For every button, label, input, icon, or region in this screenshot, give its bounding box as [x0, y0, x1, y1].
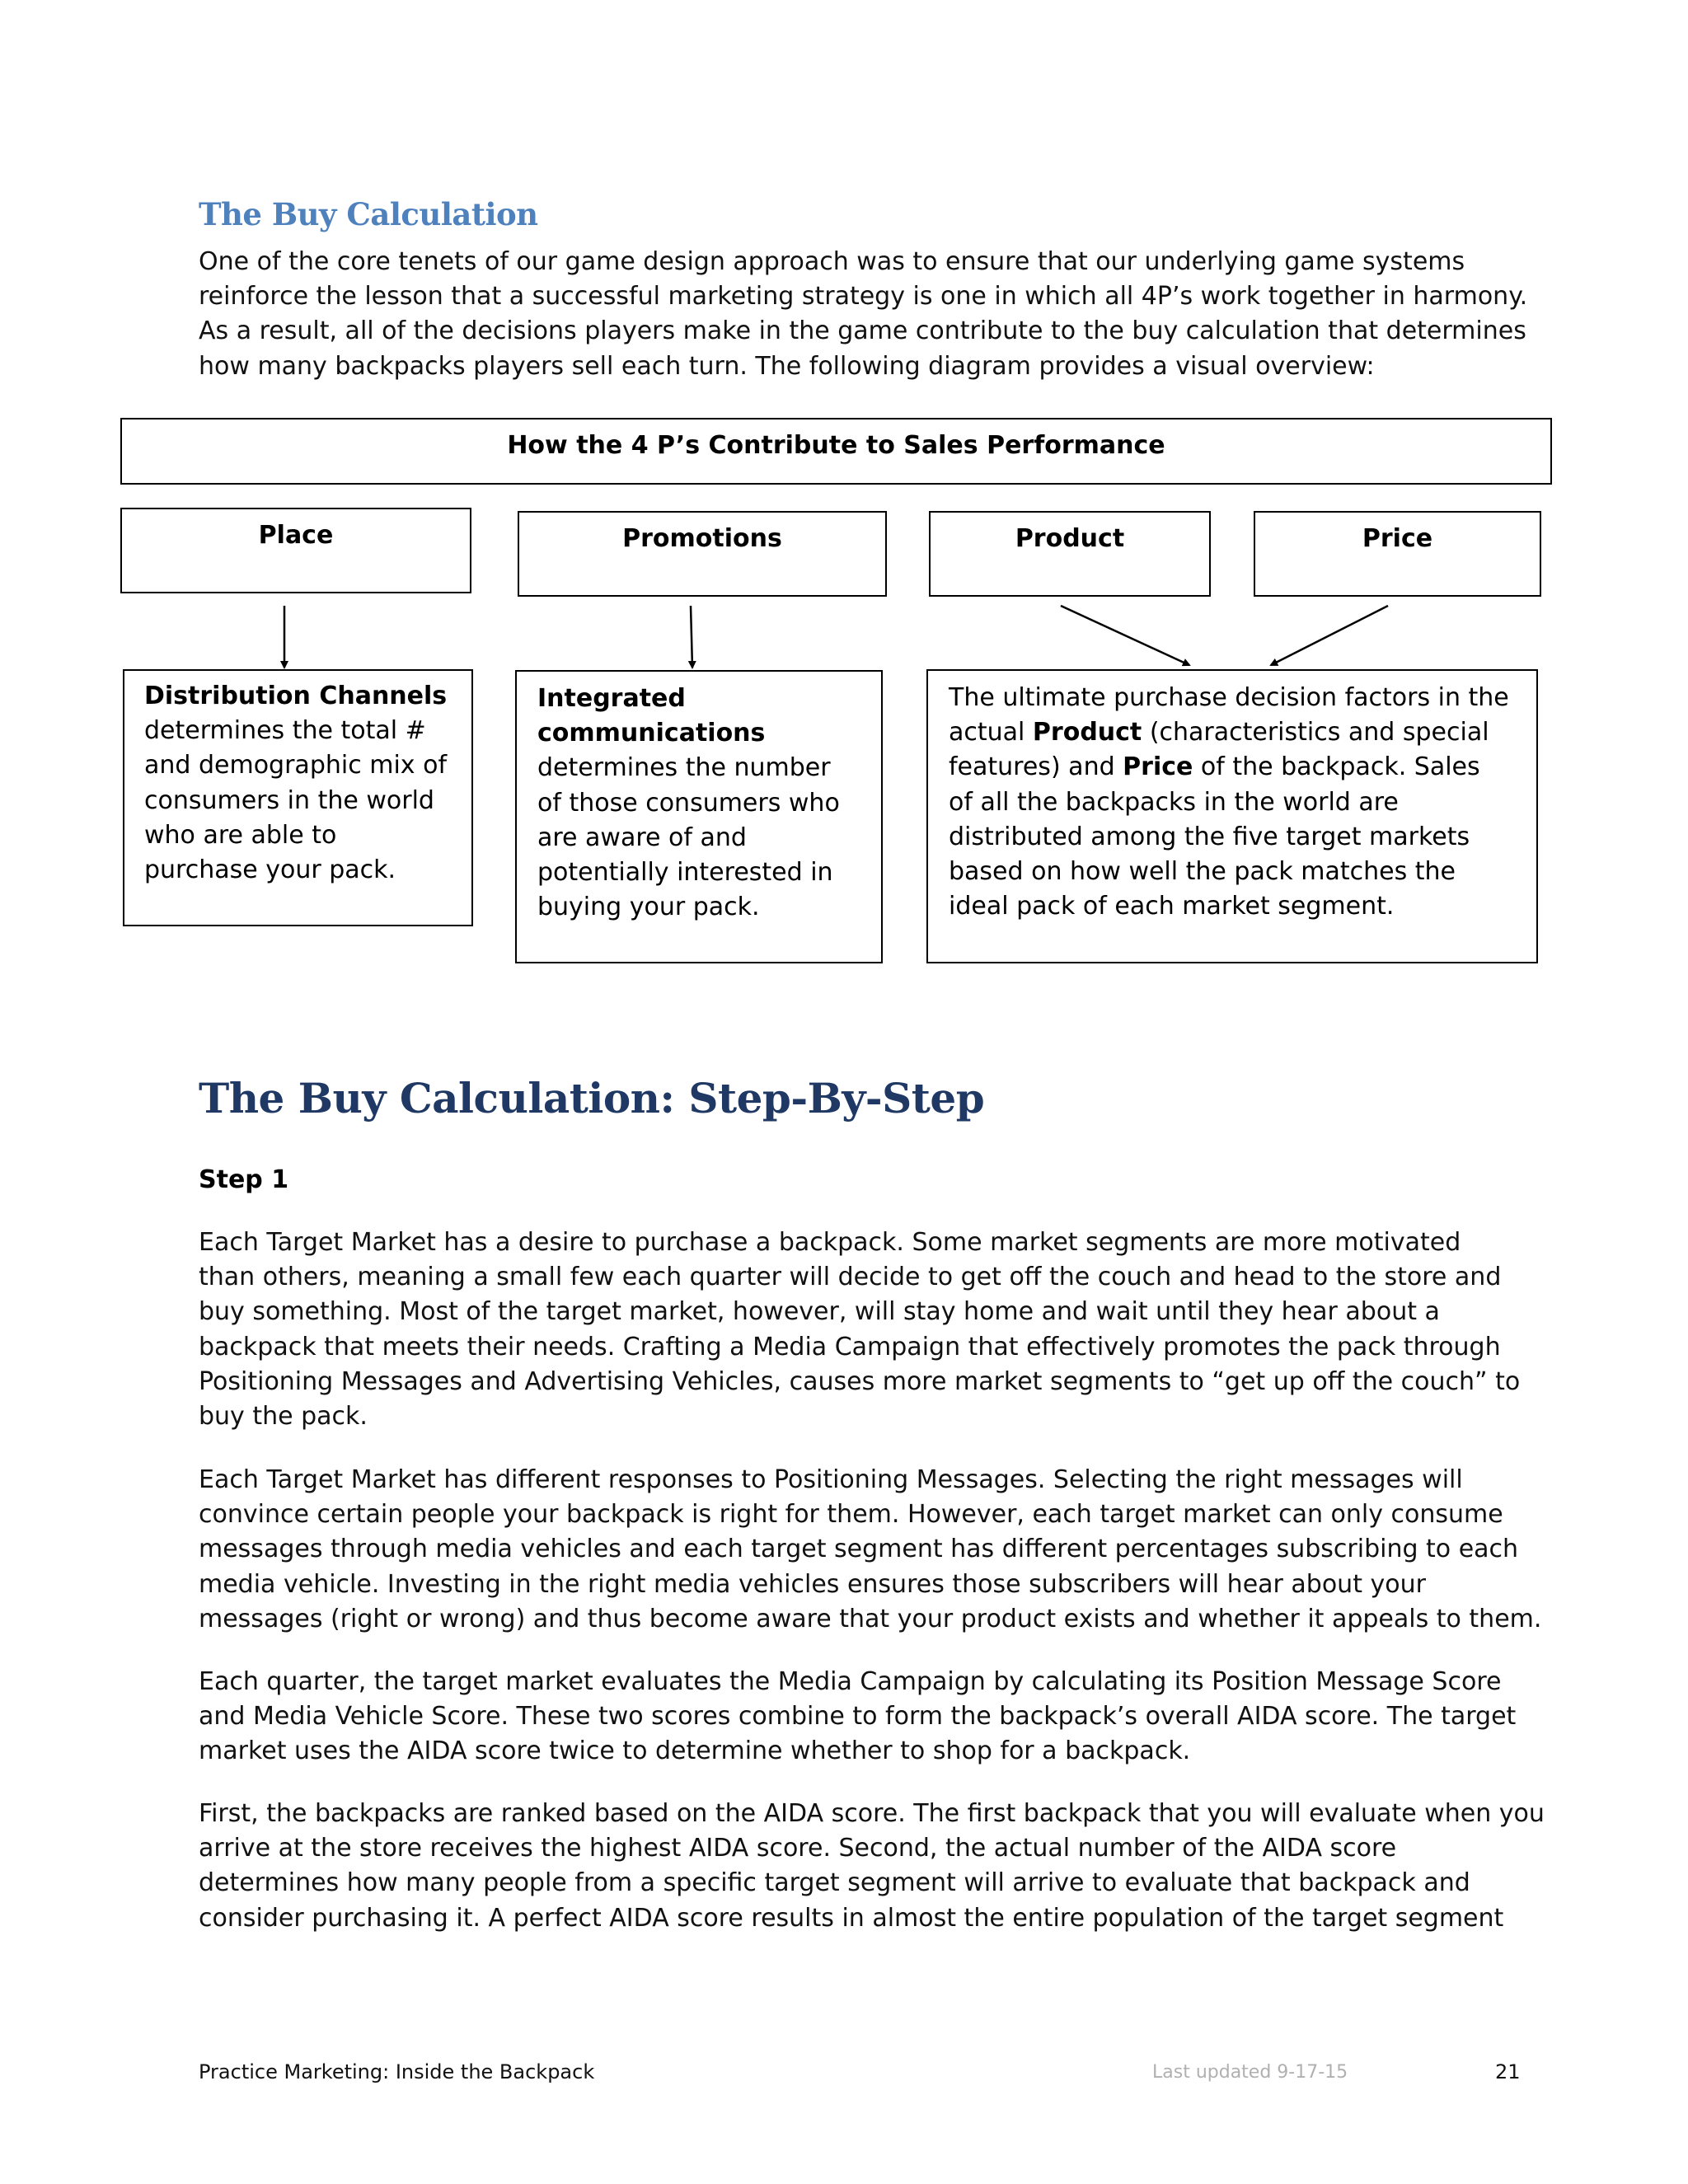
communications-line: are aware of and — [537, 823, 747, 852]
communications-line: potentially interested in — [537, 858, 833, 888]
price-label: Price — [1362, 524, 1433, 553]
place-label: Place — [258, 521, 334, 550]
promotions-arrow — [691, 606, 692, 668]
purchase-line: actual Product (characteristics and special — [949, 718, 1489, 748]
paragraph-line: media vehicle. Investing in the right media vehicles ensures those subscribers will hear about your — [199, 1569, 1426, 1599]
section-title: The Buy Calculation — [199, 196, 538, 232]
communications-heading-line: Integrated — [537, 684, 686, 713]
distribution-box — [123, 669, 473, 926]
paragraph-line: buy the pack. — [199, 1402, 368, 1432]
communications-box — [515, 670, 883, 963]
purchase-decision-text — [949, 681, 1509, 924]
product-label: Product — [1015, 524, 1125, 553]
paragraph-line: convince certain people your backpack is right for them. However, each target market can only consume — [199, 1500, 1503, 1530]
purchase-line: The ultimate purchase decision factors in the — [949, 683, 1509, 712]
paragraph-line: arrive at the store receives the highest AIDA score. Second, the actual number of the AIDA score — [199, 1834, 1397, 1863]
paragraph-line: First, the backpacks are ranked based on the AIDA score. The first backpack that you will evaluate when you — [199, 1799, 1545, 1828]
paragraph-line: Positioning Messages and Advertising Vehicles, causes more market segments to “get up off the couch” to — [199, 1366, 1521, 1396]
promotions-label: Promotions — [622, 524, 782, 553]
paragraph-line: backpack that meets their needs. Crafting a Media Campaign that effectively promotes the pack through — [199, 1332, 1501, 1361]
paragraph-line: market uses the AIDA score twice to determine whether to shop for a backpack. — [199, 1736, 1191, 1766]
distribution-line: who are able to — [144, 820, 337, 850]
communications-heading-line: communications — [537, 719, 766, 748]
paragraph-line: Each Target Market has a desire to purchase a backpack. Some market segments are more motivated — [199, 1228, 1461, 1257]
diagram-title: How the 4 P’s Contribute to Sales Performance — [507, 431, 1165, 460]
step-paragraph — [199, 1797, 1600, 1936]
communications-line: of those consumers who — [537, 788, 840, 818]
paragraph-line: Each Target Market has different responses to Positioning Messages. Selecting the right messages will — [199, 1465, 1463, 1494]
footer-title: Practice Marketing: Inside the Backpack — [199, 2060, 595, 2083]
footer-updated: Last updated 9-17-15 — [1152, 2062, 1348, 2083]
price-arrow — [1271, 606, 1388, 665]
purchase-line: distributed among the five target markets — [949, 822, 1470, 851]
intro-line: reinforce the lesson that a successful marketing strategy is one in which all 4P’s work together in harmony. — [199, 282, 1528, 312]
paragraph-line: than others, meaning a small few each quarter will decide to get off the couch and head to the store and — [199, 1263, 1502, 1292]
paragraph-line: messages through media vehicles and each target segment has different percentages subscribing to each — [199, 1535, 1519, 1564]
step-label: Step 1 — [199, 1165, 289, 1194]
step-by-step-title: The Buy Calculation: Step-By-Step — [199, 1074, 985, 1122]
purchase-line: features) and Price of the backpack. Sales — [949, 752, 1480, 782]
paragraph-line: Each quarter, the target market evaluates the Media Campaign by calculating its Position Message Score — [199, 1667, 1502, 1696]
intro-line: As a result, all of the decisions players make in the game contribute to the buy calculation that determines — [199, 316, 1526, 346]
paragraph-line: buy something. Most of the target market, however, will stay home and wait until they hear about a — [199, 1297, 1440, 1327]
distribution-line: purchase your pack. — [144, 855, 396, 885]
distribution-line: determines the total # — [144, 716, 426, 746]
distribution-line: and demographic mix of — [144, 751, 448, 780]
distribution-text — [144, 679, 447, 888]
purchase-line: of all the backpacks in the world are — [949, 787, 1399, 817]
intro-line: how many backpacks players sell each turn. The following diagram provides a visual overview: — [199, 351, 1375, 381]
product-arrow — [1061, 606, 1189, 665]
step-paragraph — [199, 1463, 1600, 1637]
intro-line: One of the core tenets of our game design approach was to ensure that our underlying game systems — [199, 247, 1465, 276]
page-number: 21 — [1495, 2060, 1521, 2083]
step-paragraph — [199, 1665, 1600, 1769]
paragraph-line: determines how many people from a specific target segment will arrive to evaluate that backpack and — [199, 1868, 1470, 1898]
communications-line: buying your pack. — [537, 893, 760, 922]
paragraph-line: consider purchasing it. A perfect AIDA score results in almost the entire population of the target segment — [199, 1903, 1504, 1933]
paragraph-line: and Media Vehicle Score. These two scores combine to form the backpack’s overall AIDA score. The target — [199, 1702, 1517, 1732]
communications-line: determines the number — [537, 753, 831, 783]
distribution-heading: Distribution Channels — [144, 682, 448, 710]
communications-text — [537, 682, 840, 925]
distribution-line: consumers in the world — [144, 785, 434, 815]
purchase-line: ideal pack of each market segment. — [949, 892, 1395, 921]
purchase-decision-box — [926, 669, 1538, 963]
purchase-line: based on how well the pack matches the — [949, 857, 1456, 887]
paragraph-line: messages (right or wrong) and thus become aware that your product exists and whether it appeals to them. — [199, 1604, 1542, 1633]
step-paragraph — [199, 1226, 1600, 1434]
